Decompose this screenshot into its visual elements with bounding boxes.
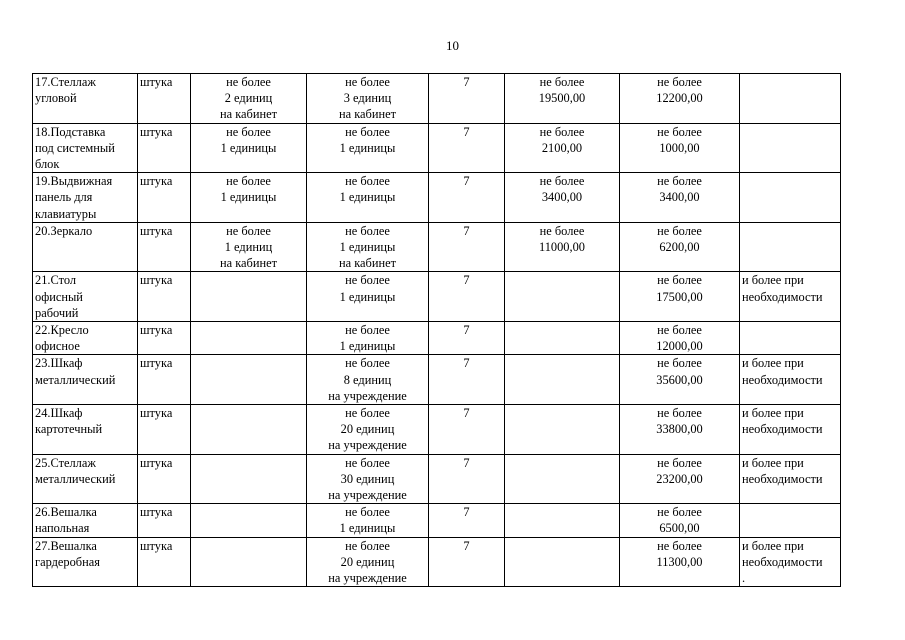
table-body <box>33 74 841 587</box>
quantity-norm-a <box>191 504 307 537</box>
price-limit-b: не более 1000,00 <box>620 123 740 173</box>
item-unit: штука <box>138 74 191 124</box>
quantity-norm-b: не более 1 единицы <box>307 272 429 322</box>
item-unit: штука <box>138 454 191 504</box>
item-note <box>740 322 841 355</box>
price-limit-b: не более 35600,00 <box>620 355 740 405</box>
item-note <box>740 173 841 223</box>
service-term: 7 <box>429 454 505 504</box>
quantity-norm-a <box>191 355 307 405</box>
item-unit: штука <box>138 322 191 355</box>
item-note <box>740 222 841 272</box>
quantity-norm-b: не более 3 единиц на кабинет <box>307 74 429 124</box>
quantity-norm-b: не более 1 единицы <box>307 123 429 173</box>
service-term: 7 <box>429 322 505 355</box>
price-limit-a <box>505 355 620 405</box>
price-limit-b: не более 23200,00 <box>620 454 740 504</box>
price-limit-a <box>505 454 620 504</box>
price-limit-b: не более 11300,00 <box>620 537 740 587</box>
price-limit-b: не более 33800,00 <box>620 405 740 455</box>
price-limit-a: не более 19500,00 <box>505 74 620 124</box>
item-note <box>740 74 841 124</box>
quantity-norm-a: не более 1 единиц на кабинет <box>191 222 307 272</box>
item-note <box>740 123 841 173</box>
quantity-norm-b: не более 20 единиц на учреждение <box>307 537 429 587</box>
item-name: 27.Вешалка гардеробная <box>33 537 138 587</box>
quantity-norm-b: не более 8 единиц на учреждение <box>307 355 429 405</box>
item-note: и более при необходимости <box>740 405 841 455</box>
item-unit: штука <box>138 405 191 455</box>
item-name: 17.Стеллаж угловой <box>33 74 138 124</box>
quantity-norm-a <box>191 272 307 322</box>
quantity-norm-b: не более 1 единицы на кабинет <box>307 222 429 272</box>
quantity-norm-a <box>191 537 307 587</box>
item-unit: штука <box>138 537 191 587</box>
service-term: 7 <box>429 504 505 537</box>
price-limit-a <box>505 504 620 537</box>
item-note <box>740 504 841 537</box>
page-number: 10 <box>446 38 459 53</box>
price-limit-b: не более 17500,00 <box>620 272 740 322</box>
item-name: 20.Зеркало <box>33 222 138 272</box>
quantity-norm-a <box>191 322 307 355</box>
table-row <box>33 222 841 272</box>
quantity-norm-b: не более 1 единицы <box>307 173 429 223</box>
table-row <box>33 272 841 322</box>
price-limit-b: не более 12200,00 <box>620 74 740 124</box>
item-name: 23.Шкаф металлический <box>33 355 138 405</box>
item-unit: штука <box>138 272 191 322</box>
quantity-norm-a <box>191 454 307 504</box>
table-row <box>33 322 841 355</box>
quantity-norm-b: не более 30 единиц на учреждение <box>307 454 429 504</box>
price-limit-a: не более 2100,00 <box>505 123 620 173</box>
item-name: 24.Шкаф картотечный <box>33 405 138 455</box>
service-term: 7 <box>429 173 505 223</box>
table-row <box>33 454 841 504</box>
price-limit-a <box>505 272 620 322</box>
table-row <box>33 74 841 124</box>
item-name: 25.Стеллаж металлический <box>33 454 138 504</box>
item-note: и более при необходимости <box>740 272 841 322</box>
item-name: 22.Кресло офисное <box>33 322 138 355</box>
price-limit-a <box>505 405 620 455</box>
service-term: 7 <box>429 405 505 455</box>
quantity-norm-a: не более 1 единицы <box>191 123 307 173</box>
item-unit: штука <box>138 173 191 223</box>
item-name: 26.Вешалка напольная <box>33 504 138 537</box>
service-term: 7 <box>429 537 505 587</box>
price-limit-b: не более 12000,00 <box>620 322 740 355</box>
item-name: 18.Подставка под системный блок <box>33 123 138 173</box>
price-limit-a: не более 11000,00 <box>505 222 620 272</box>
table-row <box>33 173 841 223</box>
item-note: и более при необходимости <box>740 454 841 504</box>
item-note: и более при необходимости <box>740 355 841 405</box>
item-unit: штука <box>138 123 191 173</box>
table-row <box>33 405 841 455</box>
price-limit-a <box>505 322 620 355</box>
furniture-norms-table <box>32 73 841 587</box>
table-row <box>33 504 841 537</box>
price-limit-b: не более 3400,00 <box>620 173 740 223</box>
item-unit: штука <box>138 504 191 537</box>
item-name: 21.Стол офисный рабочий <box>33 272 138 322</box>
price-limit-b: не более 6200,00 <box>620 222 740 272</box>
quantity-norm-a: не более 2 единиц на кабинет <box>191 74 307 124</box>
service-term: 7 <box>429 123 505 173</box>
item-unit: штука <box>138 355 191 405</box>
quantity-norm-b: не более 20 единиц на учреждение <box>307 405 429 455</box>
table-row <box>33 537 841 587</box>
price-limit-b: не более 6500,00 <box>620 504 740 537</box>
quantity-norm-b: не более 1 единицы <box>307 504 429 537</box>
item-name: 19.Выдвижная панель для клавиатуры <box>33 173 138 223</box>
service-term: 7 <box>429 74 505 124</box>
quantity-norm-b: не более 1 единицы <box>307 322 429 355</box>
price-limit-a: не более 3400,00 <box>505 173 620 223</box>
table-row <box>33 355 841 405</box>
quantity-norm-a <box>191 405 307 455</box>
item-unit: штука <box>138 222 191 272</box>
quantity-norm-a: не более 1 единицы <box>191 173 307 223</box>
price-limit-a <box>505 537 620 587</box>
service-term: 7 <box>429 272 505 322</box>
item-note: и более при необходимости . <box>740 537 841 587</box>
service-term: 7 <box>429 355 505 405</box>
service-term: 7 <box>429 222 505 272</box>
table-row <box>33 123 841 173</box>
